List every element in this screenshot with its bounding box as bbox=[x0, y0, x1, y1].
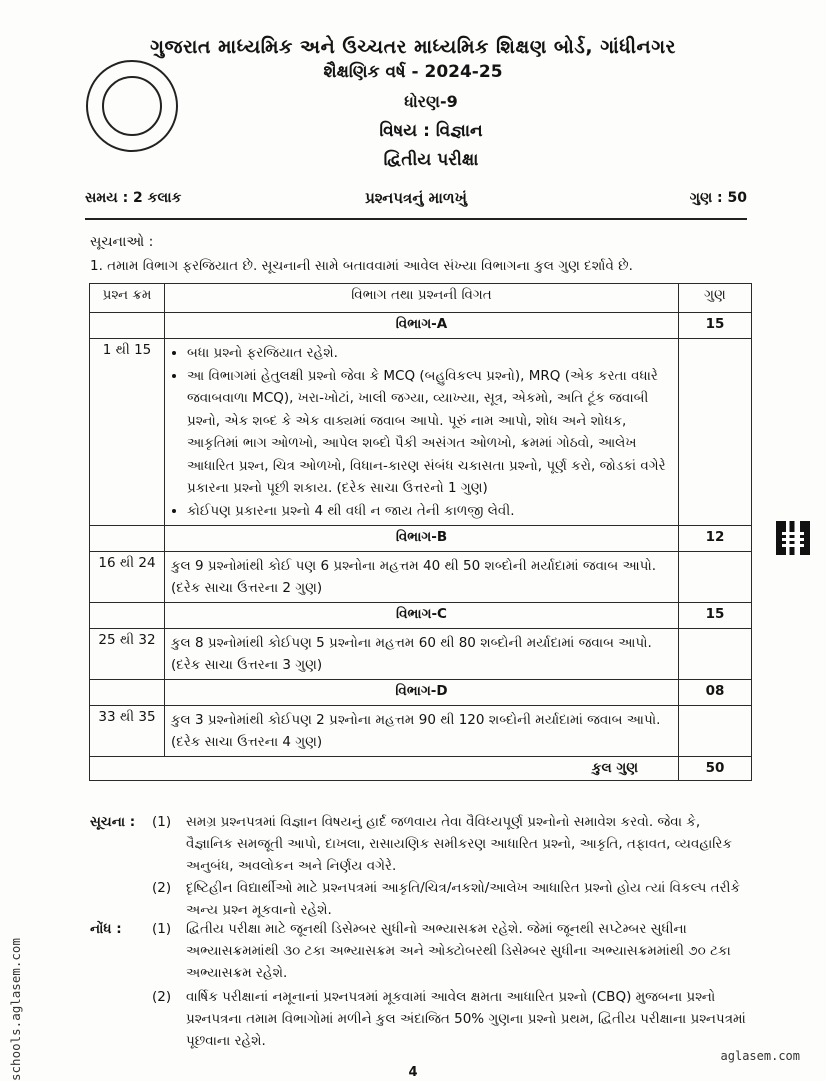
watermark-url: schools.aglasem.com bbox=[8, 938, 23, 1081]
total-row bbox=[90, 757, 752, 781]
standard-label: ધોરણ-9 bbox=[404, 92, 458, 111]
subject-label: વિષય : વિજ્ઞાન bbox=[379, 121, 483, 141]
section-row bbox=[90, 313, 752, 339]
list-item: • કોઈપણ પ્રકારના પ્રશ્નો 4 થી વધી ન જાય તેની કાળજી લેવી. bbox=[187, 500, 672, 523]
meta-row bbox=[85, 190, 747, 214]
table-row bbox=[90, 339, 752, 526]
section-details bbox=[165, 339, 679, 526]
column-header: ગુણ bbox=[679, 284, 752, 313]
section-details: કુલ 8 પ્રશ્નોમાંથી કોઈપણ 5 પ્રશ્નોના મહત્તમ 60 થી 80 શબ્દોની મર્યાદામાં જવાબ આપો. (દરેક સાચા ઉત્તરના 3 ગુણ) bbox=[165, 629, 679, 680]
note-text: દૃષ્ટિહીન વિદ્યાર્થીઓ માટે પ્રશ્નપત્રમાં આકૃતિ/ચિત્ર/નકશો/આલેખ આધારિત પ્રશ્નો હોય ત્યાં વિકલ્પ તરીકે અન્ય પ્રશ્ન મૂકવાનો રહેશે. bbox=[186, 880, 741, 918]
table-row bbox=[90, 706, 752, 757]
paper-structure-title: પ્રશ્નપત્રનું માળખું bbox=[365, 189, 467, 207]
instruction-item: 1. તમામ વિભાગ ફરજિયાત છે. સૂચનાની સામે બતાવવામાં આવેલ સંખ્યા વિભાગના કુલ ગુણ દર્શાવે છે. bbox=[90, 258, 633, 274]
academic-year: શૈક્ષણિક વર્ષ - 2024-25 bbox=[323, 62, 503, 82]
question-range: 25 થી 32 bbox=[90, 629, 165, 680]
table-row bbox=[90, 552, 752, 603]
column-header: પ્રશ્ન ક્રમ bbox=[90, 284, 165, 313]
note-text: વાર્ષિક પરીક્ષાનાં નમૂનાનાં પ્રશ્નપત્રમાં મૂકવામાં આવેલ ક્ષમતા આધારિત પ્રશ્નો (CBQ) મુજબના પ્રશ્નો પ્રશ્નપત્રના તમામ વિભાગોમાં મળીને કુલ અંદાજિત 50% ગુણના પ્રશ્નો પ્રથમ, દ્વિતીય પરીક્ષાના પ્રશ્નપત્રમાં પૂછવાના રહેશે. bbox=[186, 989, 746, 1049]
table-row bbox=[90, 629, 752, 680]
note-number: (2) bbox=[152, 989, 172, 1005]
total-marks: 50 bbox=[679, 757, 752, 781]
section-row bbox=[90, 603, 752, 629]
table-header-row bbox=[90, 284, 752, 313]
section-details: કુલ 9 પ્રશ્નોમાંથી કોઈ પણ 6 પ્રશ્નોના મહત્તમ 40 થી 50 શબ્દોની મર્યાદામાં જવાબ આપો. (દરેક સાચા ઉત્તરના 2 ગુણ) bbox=[165, 552, 679, 603]
note-number: (1) bbox=[152, 921, 172, 937]
page-number: 4 bbox=[408, 1065, 418, 1080]
section-marks: 08 bbox=[679, 680, 752, 706]
site-url: aglasem.com bbox=[720, 1049, 800, 1063]
nondh-label: નોંધ : bbox=[90, 921, 122, 937]
list-item: • આ વિભાગમાં હેતુલક્ષી પ્રશ્નો જેવા કે MCQ (બહુવિકલ્પ પ્રશ્નો), MRQ (એક કરતા વધારે જવાબવાળા MCQ), ખરા-ખોટાં, ખાલી જગ્યા, વ્યાખ્યા, સૂત્ર, એકમો, અતિ ટૂંક જવાબી પ્રશ્નો, એક શબ્દ કે એક વાક્યમાં જવાબ આપો. પૂરું નામ આપો, શોધ અને શોધક, આકૃતિમાં ભાગ ઓળખો, આપેલ શબ્દો પૈકી અસંગત ઓળખો, ક્રમમાં ગોઠવો, આલેખ આધારિત પ્રશ્ન, ચિત્ર ઓળખો, વિધાન-કારણ સંબંધ ચકાસતા પ્રશ્નો, પૂર્ણ કરો, જોડકાં વગેરે પ્રકારના પ્રશ્નો પૂછી શકાય. (દરેક સાચા ઉત્તરનો 1 ગુણ) bbox=[187, 365, 672, 500]
note-text: સમગ્ર પ્રશ્નપત્રમાં વિજ્ઞાન વિષયનું હાર્દ જળવાય તેવા વૈવિધ્યપૂર્ણ પ્રશ્નોનો સમાવેશ કરવો. જેવા કે, વૈજ્ઞાનિક સમજૂતી આપો, દાખલા, રાસાયણિક સમીકરણ આધારિત પ્રશ્નો, આકૃતિ, તફાવત, વ્યવહારિક અનુબંધ, અવલોકન અને નિર્ણય વગેરે. bbox=[186, 814, 732, 874]
nondh-note-1 bbox=[90, 918, 760, 984]
question-range: 16 થી 24 bbox=[90, 552, 165, 603]
section-name: વિભાગ-C bbox=[165, 603, 679, 629]
section-row bbox=[90, 526, 752, 552]
section-details: કુલ 3 પ્રશ્નોમાંથી કોઈપણ 2 પ્રશ્નોના મહત્તમ 90 થી 120 શબ્દોની મર્યાદામાં જવાબ આપો. (દરેક સાચા ઉત્તરના 4 ગુણ) bbox=[165, 706, 679, 757]
section-marks: 15 bbox=[679, 313, 752, 339]
exam-label: દ્વિતીય પરીક્ષા bbox=[383, 150, 479, 170]
time-label: સમય : 2 કલાક bbox=[85, 190, 182, 206]
section-name: વિભાગ-A bbox=[165, 313, 679, 339]
total-label: કુલ ગુણ bbox=[90, 757, 679, 781]
suchna-label: સૂચના : bbox=[90, 814, 136, 830]
question-range: 33 થી 35 bbox=[90, 706, 165, 757]
paper-scheme-table bbox=[89, 283, 752, 781]
note-text: દ્વિતીય પરીક્ષા માટે જૂનથી ડિસેમ્બર સુધીનો અભ્યાસક્રમ રહેશે. જેમાં જૂનથી સપ્ટેમ્બર સુધીના અભ્યાસક્રમમાંથી ૩૦ ટકા અભ્યાસક્રમ અને ઓક્ટોબરથી ડિસેમ્બર સુધીના અભ્યાસક્રમમાંથી ૭૦ ટકા અભ્યાસક્રમ રહેશે. bbox=[186, 921, 731, 981]
nondh-note-2 bbox=[90, 986, 760, 1052]
note-number: (1) bbox=[152, 814, 172, 830]
note-number: (2) bbox=[152, 880, 172, 896]
suchna-note-1 bbox=[90, 811, 760, 877]
board-title: ગુજરાત માધ્યમિક અને ઉચ્ચતર માધ્યમિક શિક્ષણ બોર્ડ, ગાંધીનગર bbox=[150, 36, 676, 58]
section-marks: 15 bbox=[679, 603, 752, 629]
question-range: 1 થી 15 bbox=[90, 339, 165, 526]
total-marks-label: ગુણ : 50 bbox=[689, 190, 747, 206]
section-marks: 12 bbox=[679, 526, 752, 552]
section-row bbox=[90, 680, 752, 706]
suchna-note-2 bbox=[90, 877, 760, 921]
list-item: • બધા પ્રશ્નો ફરજિયાત રહેશે. bbox=[187, 342, 672, 365]
section-name: વિભાગ-D bbox=[165, 680, 679, 706]
divider bbox=[85, 218, 747, 220]
qr-code bbox=[776, 521, 810, 555]
instructions-heading: સૂચનાઓ : bbox=[90, 234, 154, 250]
column-header: વિભાગ તથા પ્રશ્નની વિગત bbox=[165, 284, 679, 313]
section-name: વિભાગ-B bbox=[165, 526, 679, 552]
